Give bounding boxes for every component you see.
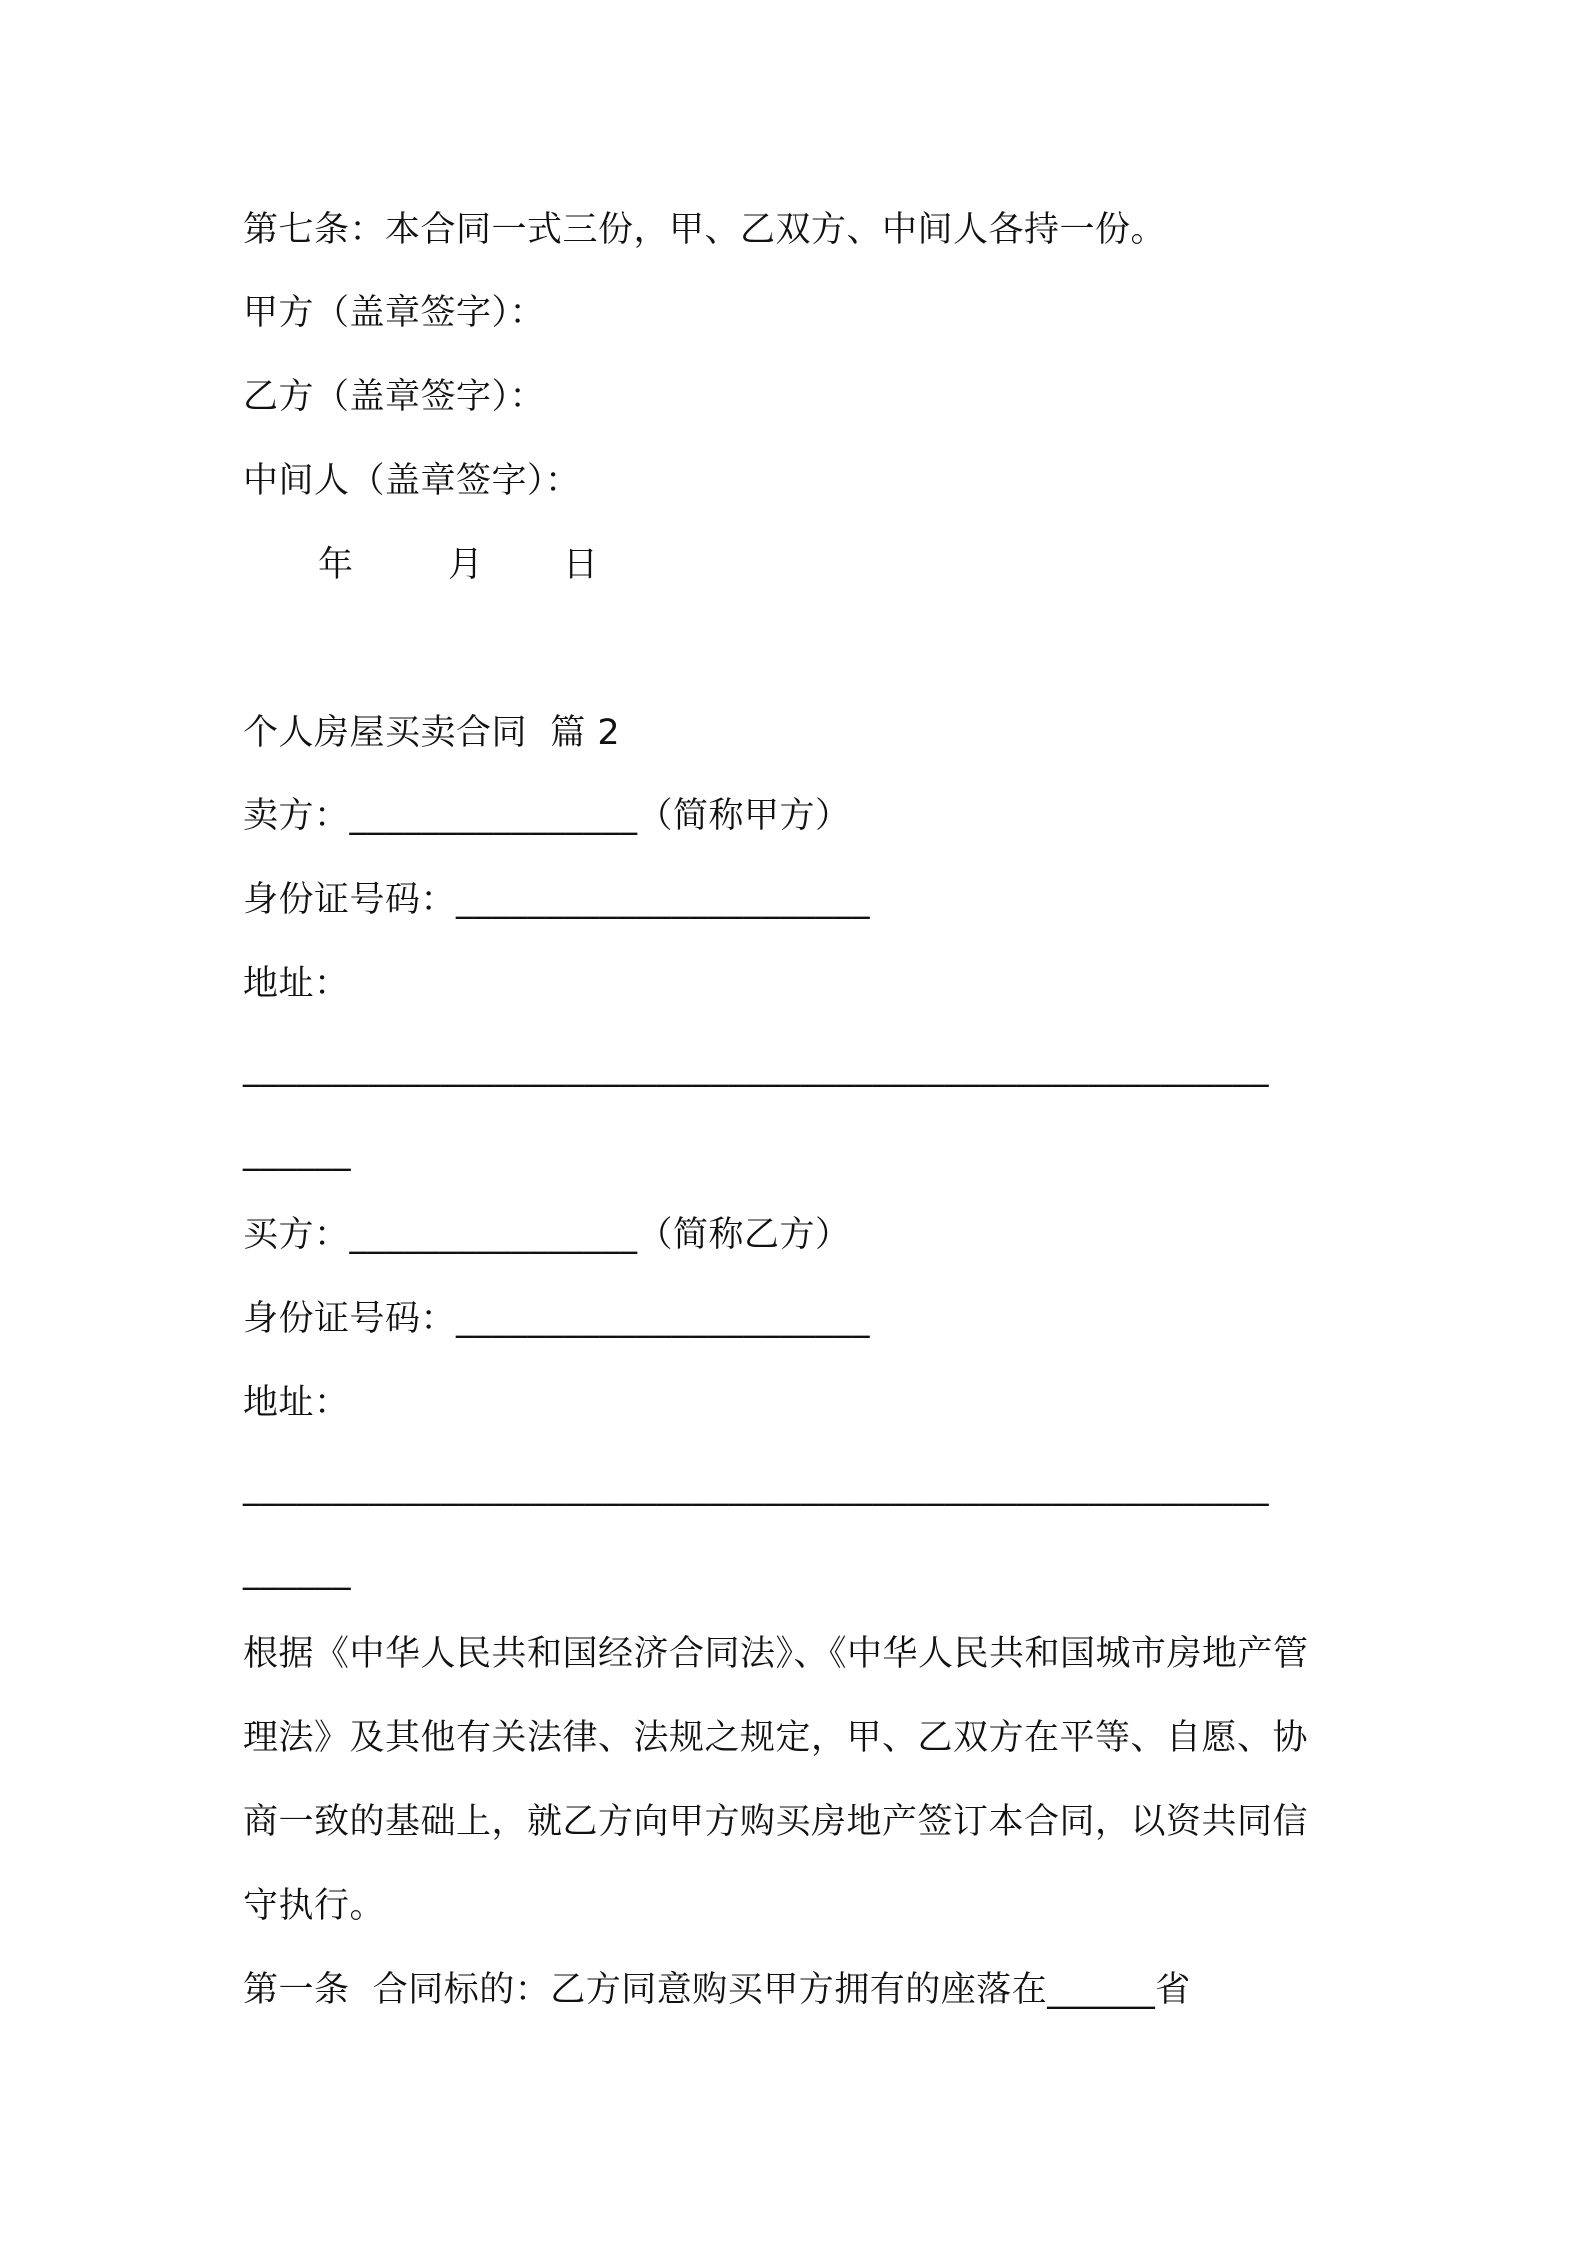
- party-a-signature-line: 甲方（盖章签字）：: [243, 293, 546, 333]
- party-b-signature-line: 乙方（盖章签字）：: [243, 377, 546, 417]
- seller-id-label: 身份证号码：: [243, 880, 457, 920]
- buyer-address-label: 地址：: [243, 1383, 350, 1423]
- preamble-line-3: 商一致的基础上，就乙方向甲方购买房地产签订本合同，以资共同信: [243, 1802, 1309, 1842]
- seller-id-line: [243, 878, 870, 922]
- date-year: 年: [318, 545, 354, 585]
- preamble-line-1: 根据《中华人民共和国经济合同法》、《中华人民共和国城市房地产管: [243, 1634, 1309, 1674]
- buyer-address-blank-1: _________________________________________________________: [243, 1467, 1269, 1507]
- section-title: 个人房屋买卖合同 篇 2: [243, 713, 621, 753]
- buyer-address-blank-2: ______: [243, 1551, 351, 1591]
- seller-label: 卖方：: [243, 796, 350, 836]
- seller-line: [243, 794, 851, 838]
- buyer-line: [243, 1213, 851, 1257]
- middleman-signature-line: 中间人（盖章签字）：: [243, 461, 581, 501]
- date-month: 月: [448, 545, 484, 585]
- seller-suffix: （简称甲方）: [637, 796, 851, 836]
- preamble-line-4: 守执行。: [243, 1886, 386, 1926]
- article-7-text: 第七条：本合同一式三份，甲、乙双方、中间人各持一份。: [243, 210, 1167, 250]
- buyer-id-label: 身份证号码：: [243, 1299, 457, 1339]
- seller-address-blank-1: _________________________________________________________: [243, 1048, 1269, 1088]
- seller-id-blank: _______________________: [456, 880, 871, 920]
- preamble-line-2: 理法》及其他有关法律、法规之规定，甲、乙双方在平等、自愿、协: [243, 1718, 1309, 1758]
- buyer-id-blank: _______________________: [456, 1299, 871, 1339]
- buyer-suffix: （简称乙方）: [637, 1215, 851, 1255]
- seller-address-blank-2: ______: [243, 1132, 351, 1172]
- buyer-label: 买方：: [243, 1215, 350, 1255]
- date-day: 日: [563, 545, 599, 585]
- seller-blank: ________________: [349, 796, 638, 836]
- buyer-id-line: [243, 1297, 870, 1341]
- article-1-text: 第一条 合同标的：乙方同意购买甲方拥有的座落在______省: [243, 1970, 1191, 2010]
- buyer-blank: ________________: [349, 1215, 638, 1255]
- seller-address-label: 地址：: [243, 964, 350, 1004]
